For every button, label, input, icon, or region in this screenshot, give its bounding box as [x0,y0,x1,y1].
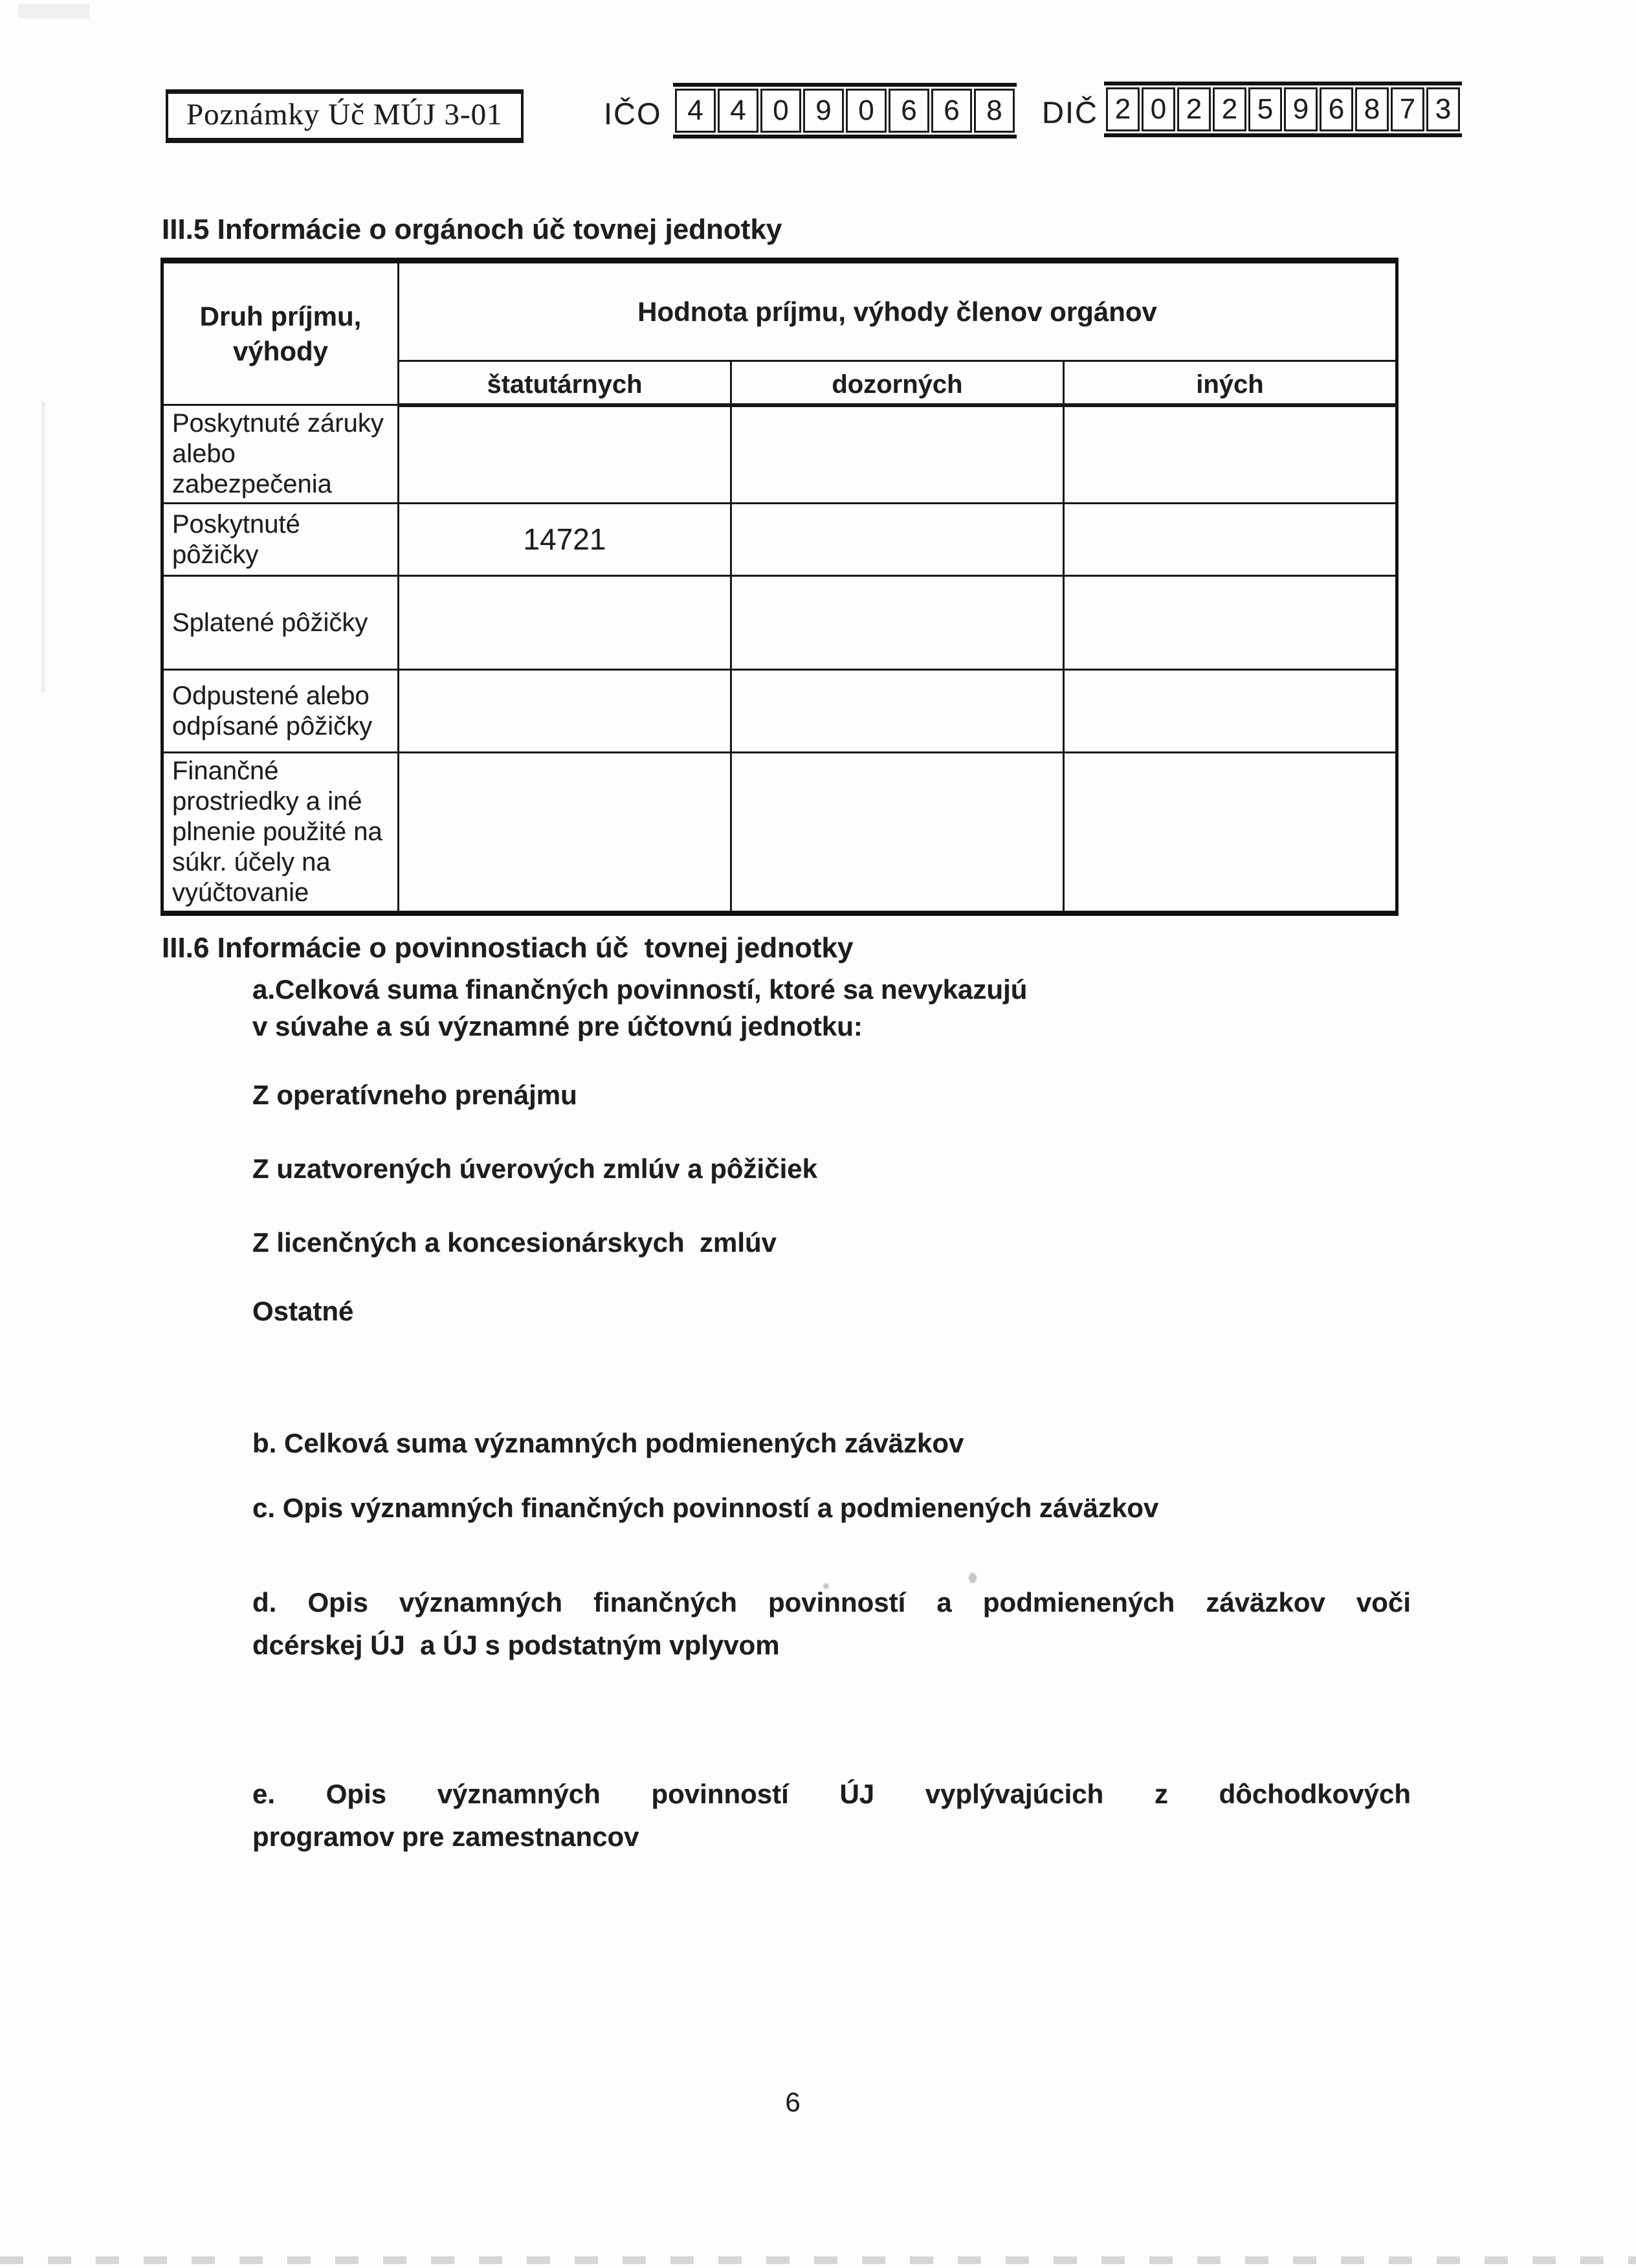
cell-inych [1064,405,1397,504]
scan-speck [969,1573,977,1583]
row-label: Poskytnuté záruky alebo zabezpečenia [162,405,399,504]
row-label: Splatené pôžičky [162,576,399,670]
ico-digit: 6 [931,89,972,133]
ico-digit: 4 [718,89,758,133]
dic-digit: 5 [1248,87,1282,131]
cell-statutarnych [399,670,731,753]
table-row [162,576,1397,670]
item-e-line1: e. Opis významných povinností ÚJ vyplývajúcich z dôchodkových [252,1779,1411,1809]
dic-label: DIČ [1042,95,1098,129]
cell-statutarnych: 14721 [399,504,731,576]
cell-statutarnych [399,753,731,914]
table-row [162,504,1397,576]
dic-digit: 3 [1426,87,1460,131]
dic-digit: 0 [1142,87,1175,131]
cell-dozornych [731,753,1064,914]
table-row [162,753,1397,914]
item-c: c. Opis významných finančných povinností a podmienených záväzkov [252,1493,1159,1523]
item-d-line1: d. Opis významných finančných povinností a podmienených záväzkov voči [252,1587,1411,1618]
table-subheader-dozornych: dozorných [731,361,1064,405]
dic-digit: 2 [1213,87,1246,131]
ico-digit: 0 [846,89,887,133]
row-label: Poskytnuté pôžičky [162,504,399,576]
ico-digit: 0 [760,89,801,133]
item-e-line2: programov pre zamestnancov [252,1821,639,1852]
ico-digit: 8 [974,89,1015,133]
item-a-operating-lease: Z operatívneho prenájmu [252,1080,577,1110]
table-row [162,670,1397,753]
cell-inych [1064,576,1397,670]
table-row-header: Druh príjmu, výhody [162,261,399,405]
cell-inych [1064,504,1397,576]
scan-smudge-topleft [18,4,89,18]
cell-inych [1064,753,1397,914]
table-value-header: Hodnota príjmu, výhody členov orgánov [399,261,1397,361]
cell-dozornych [731,670,1064,753]
cell-statutarnych [399,576,731,670]
cell-dozornych [731,576,1064,670]
scan-smudge-left [41,401,45,693]
section-iii5-title: III.5 Informácie o orgánoch úč tovnej jednotky [162,214,782,245]
row-label: Finančné prostriedky a iné plnenie použité na súkr. účely na vyúčtovanie [162,753,399,914]
page-number: 6 [785,2087,801,2117]
item-a-line1: a.Celková suma finančných povinností, ktoré sa nevykazujú [252,974,1028,1005]
dic-digit: 7 [1391,87,1424,131]
ico-digit: 9 [803,89,844,133]
form-code-label: Poznámky Úč MÚJ 3-01 [186,98,503,131]
cell-dozornych [731,504,1064,576]
cell-dozornych [731,405,1064,504]
table-row [162,405,1397,504]
item-d-line2: dcérskej ÚJ a ÚJ s podstatným vplyvom [252,1630,780,1660]
cell-statutarnych [399,405,731,504]
dic-digit-boxes [1104,82,1462,137]
dic-digit: 6 [1320,87,1353,131]
item-a-line2: v súvahe a sú významné pre účtovnú jednotku: [252,1011,863,1041]
cell-inych [1064,670,1397,753]
form-code-box [166,89,524,143]
item-a-other: Ostatné [252,1296,354,1326]
table-subheader-inych: iných [1064,361,1397,405]
ico-digit: 6 [889,89,929,133]
section-iii6-title: III.6 Informácie o povinnostiach úč tovnej jednotky [162,932,854,964]
ico-label: IČO [604,96,662,131]
dic-digit: 8 [1355,87,1389,131]
dic-digit: 2 [1106,87,1140,131]
dic-digit: 2 [1177,87,1211,131]
item-b: b. Celková suma významných podmienených záväzkov [252,1428,964,1458]
ico-digit-boxes [673,83,1017,139]
table-subheader-statutarnych: štatutárnych [399,361,731,405]
ico-digit: 4 [675,89,716,133]
dic-digit: 9 [1284,87,1318,131]
organ-income-table [160,258,1398,916]
scan-edge-bottom [0,2256,1636,2264]
row-label: Odpustené alebo odpísané pôžičky [162,670,399,753]
item-a-license-contracts: Z licenčných a koncesionárskych zmlúv [252,1227,777,1258]
item-a-credit-contracts: Z uzatvorených úverových zmlúv a pôžičiek [252,1153,817,1184]
